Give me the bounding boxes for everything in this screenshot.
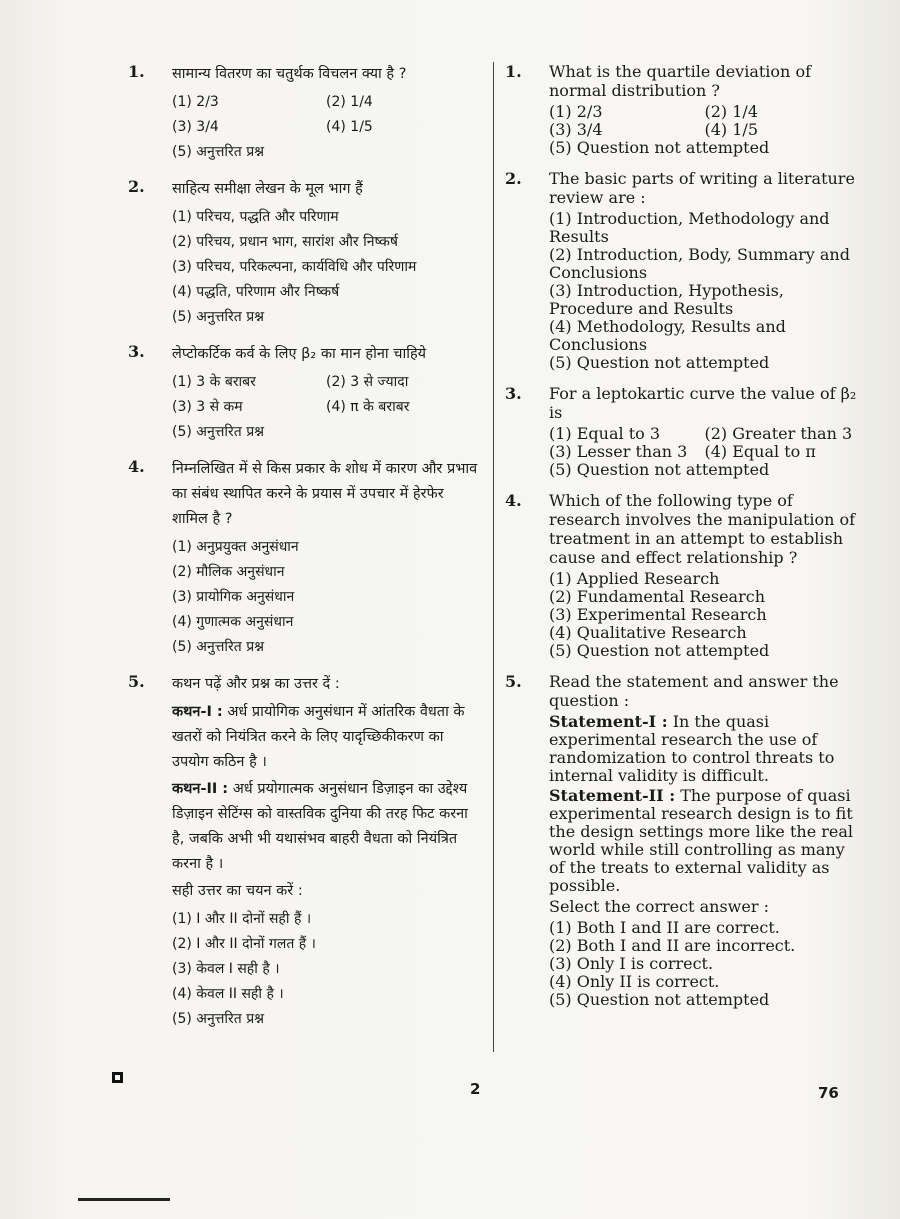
question-number: 1. bbox=[128, 62, 145, 81]
option-4: (4) π के बराबर bbox=[326, 399, 410, 415]
option-2: (2) Fundamental Research bbox=[549, 587, 766, 606]
question-number: 4. bbox=[505, 491, 522, 510]
option-1: (1) Equal to 3 bbox=[549, 424, 661, 443]
question-text: The basic parts of writing a literature review are : bbox=[549, 169, 855, 207]
option-2: (2) 1/4 bbox=[326, 94, 373, 110]
option-3: (3) Introduction, Hypothesis, Procedure and Results bbox=[549, 281, 784, 318]
option-4: (4) केवल II सही है । bbox=[172, 986, 284, 1002]
option-4: (4) Qualitative Research bbox=[549, 623, 747, 642]
option-2: (2) Both I and II are incorrect. bbox=[549, 936, 796, 955]
option-3: (3) 3 से कम bbox=[172, 399, 243, 415]
page-number: 2 bbox=[470, 1080, 481, 1098]
option-5: (5) Question not attempted bbox=[549, 641, 770, 660]
select-instruction: Select the correct answer : bbox=[549, 897, 769, 916]
question-text: लेप्टोकर्टिक कर्व के लिए β₂ का मान होना चाहिये bbox=[172, 346, 427, 362]
question-number: 3. bbox=[505, 384, 522, 403]
question-2-english bbox=[505, 169, 860, 372]
option-3: (3) Experimental Research bbox=[549, 605, 767, 624]
english-column bbox=[505, 62, 860, 1021]
question-number: 4. bbox=[128, 457, 145, 476]
option-2: (2) Greater than 3 bbox=[704, 424, 853, 443]
option-1: (1) I और II दोनों सही हैं । bbox=[172, 911, 312, 927]
statement-1 bbox=[172, 700, 480, 775]
option-4: (4) गुणात्मक अनुसंधान bbox=[172, 614, 294, 630]
question-number: 5. bbox=[505, 672, 522, 691]
option-2: (2) 3 से ज्यादा bbox=[326, 374, 409, 390]
statement-2-label: Statement-II : bbox=[549, 786, 676, 805]
option-4: (4) 1/5 bbox=[704, 120, 758, 139]
option-4: (4) Methodology, Results and Conclusions bbox=[549, 317, 786, 354]
statement-2-label: कथन-II : bbox=[172, 781, 229, 797]
option-3: (3) 3/4 bbox=[549, 120, 603, 139]
option-1: (1) 3 के बराबर bbox=[172, 374, 256, 390]
option-2: (2) परिचय, प्रधान भाग, सारांश और निष्कर्ष bbox=[172, 234, 398, 250]
question-4-hindi bbox=[128, 457, 480, 660]
option-1: (1) Both I and II are correct. bbox=[549, 918, 780, 937]
question-number: 3. bbox=[128, 342, 145, 361]
column-divider bbox=[493, 62, 494, 1052]
question-3-english bbox=[505, 384, 860, 479]
statement-1 bbox=[549, 713, 860, 785]
option-3: (3) प्रायोगिक अनुसंधान bbox=[172, 589, 295, 605]
option-5: (5) Question not attempted bbox=[549, 138, 770, 157]
option-1: (1) Introduction, Methodology and Results bbox=[549, 209, 830, 246]
option-1: (1) 2/3 bbox=[172, 94, 219, 110]
option-5: (5) Question not attempted bbox=[549, 990, 770, 1009]
option-5: (5) अनुत्तरित प्रश्न bbox=[172, 639, 265, 655]
statement-2-text: The purpose of quasi experimental research design is to fit the design settings more like the real world while still controlling as many of the treats to external validity as possible. bbox=[549, 786, 854, 895]
statement-2 bbox=[172, 777, 480, 877]
question-3-hindi bbox=[128, 342, 480, 445]
question-number: 2. bbox=[505, 169, 522, 188]
option-5: (5) अनुत्तरित प्रश्न bbox=[172, 1011, 265, 1027]
option-1: (1) परिचय, पद्धति और परिणाम bbox=[172, 209, 339, 225]
statement-2 bbox=[549, 787, 860, 895]
option-3: (3) 3/4 bbox=[172, 119, 219, 135]
option-2: (2) मौलिक अनुसंधान bbox=[172, 564, 285, 580]
question-text: सामान्य वितरण का चतुर्थक विचलन क्या है ? bbox=[172, 66, 407, 82]
statement-1-label: कथन-I : bbox=[172, 704, 223, 720]
page-number-right: 76 bbox=[818, 1084, 839, 1102]
option-5: (5) Question not attempted bbox=[549, 353, 770, 372]
hindi-column bbox=[128, 62, 480, 1044]
statement-2-text: अर्ध प्रयोगात्मक अनुसंधान डिज़ाइन का उद्देश्य डिज़ाइन सेटिंग्स को वास्तविक दुनिया की तरह फिट करना है, जबकि अभी भी यथासंभव बाहरी वैधता को नियंत्रित करना है । bbox=[172, 781, 468, 872]
option-3: (3) Lesser than 3 bbox=[549, 442, 688, 461]
option-5: (5) Question not attempted bbox=[549, 460, 770, 479]
question-5-hindi bbox=[128, 672, 480, 1032]
question-text: निम्नलिखित में से किस प्रकार के शोध में कारण और प्रभाव का संबंध स्थापित करने के प्रयास में उपचार में हेरफेर शामिल है ? bbox=[172, 461, 478, 527]
option-5: (5) अनुत्तरित प्रश्न bbox=[172, 144, 265, 160]
question-1-english bbox=[505, 62, 860, 157]
option-4: (4) 1/5 bbox=[326, 119, 373, 135]
question-5-english bbox=[505, 672, 860, 1009]
select-instruction: सही उत्तर का चयन करें : bbox=[172, 883, 303, 899]
option-3: (3) केवल I सही है । bbox=[172, 961, 280, 977]
question-4-english bbox=[505, 491, 860, 660]
question-text: Which of the following type of research involves the manipulation of treatment in an attempt to establish cause and effect relationship ? bbox=[549, 491, 856, 567]
option-2: (2) Introduction, Body, Summary and Conclusions bbox=[549, 245, 850, 282]
option-5: (5) अनुत्तरित प्रश्न bbox=[172, 309, 265, 325]
question-number: 5. bbox=[128, 672, 145, 691]
option-3: (3) परिचय, परिकल्पना, कार्यविधि और परिणाम bbox=[172, 259, 417, 275]
question-text: What is the quartile deviation of normal distribution ? bbox=[549, 62, 811, 100]
option-2: (2) I और II दोनों गलत हैं । bbox=[172, 936, 316, 952]
question-text: Read the statement and answer the question : bbox=[549, 672, 839, 710]
question-text: साहित्य समीक्षा लेखन के मूल भाग हैं bbox=[172, 181, 363, 197]
option-3: (3) Only I is correct. bbox=[549, 954, 714, 973]
option-1: (1) 2/3 bbox=[549, 102, 603, 121]
option-5: (5) अनुत्तरित प्रश्न bbox=[172, 424, 265, 440]
question-text: For a leptokartic curve the value of β₂ is bbox=[549, 384, 857, 422]
option-4: (4) पद्धति, परिणाम और निष्कर्ष bbox=[172, 284, 340, 300]
option-2: (2) 1/4 bbox=[704, 102, 758, 121]
question-2-hindi bbox=[128, 177, 480, 330]
option-4: (4) Only II is correct. bbox=[549, 972, 720, 991]
option-1: (1) अनुप्रयुक्त अनुसंधान bbox=[172, 539, 299, 555]
square-marker-icon bbox=[112, 1072, 123, 1083]
question-1-hindi bbox=[128, 62, 480, 165]
question-number: 1. bbox=[505, 62, 522, 81]
bottom-rule bbox=[78, 1198, 170, 1201]
statement-1-text: अर्ध प्रायोगिक अनुसंधान में आंतरिक वैधता के खतरों को नियंत्रित करने के लिए यादृच्छिकीकरण का उपयोग कठिन है । bbox=[172, 704, 465, 770]
statement-1-label: Statement-I : bbox=[549, 712, 668, 731]
option-4: (4) Equal to π bbox=[704, 442, 816, 461]
question-number: 2. bbox=[128, 177, 145, 196]
option-1: (1) Applied Research bbox=[549, 569, 720, 588]
statement-1-text: In the quasi experimental research the use of randomization to control threats to internal validity is difficult. bbox=[549, 712, 835, 785]
question-text: कथन पढ़ें और प्रश्न का उत्तर दें : bbox=[172, 676, 340, 692]
